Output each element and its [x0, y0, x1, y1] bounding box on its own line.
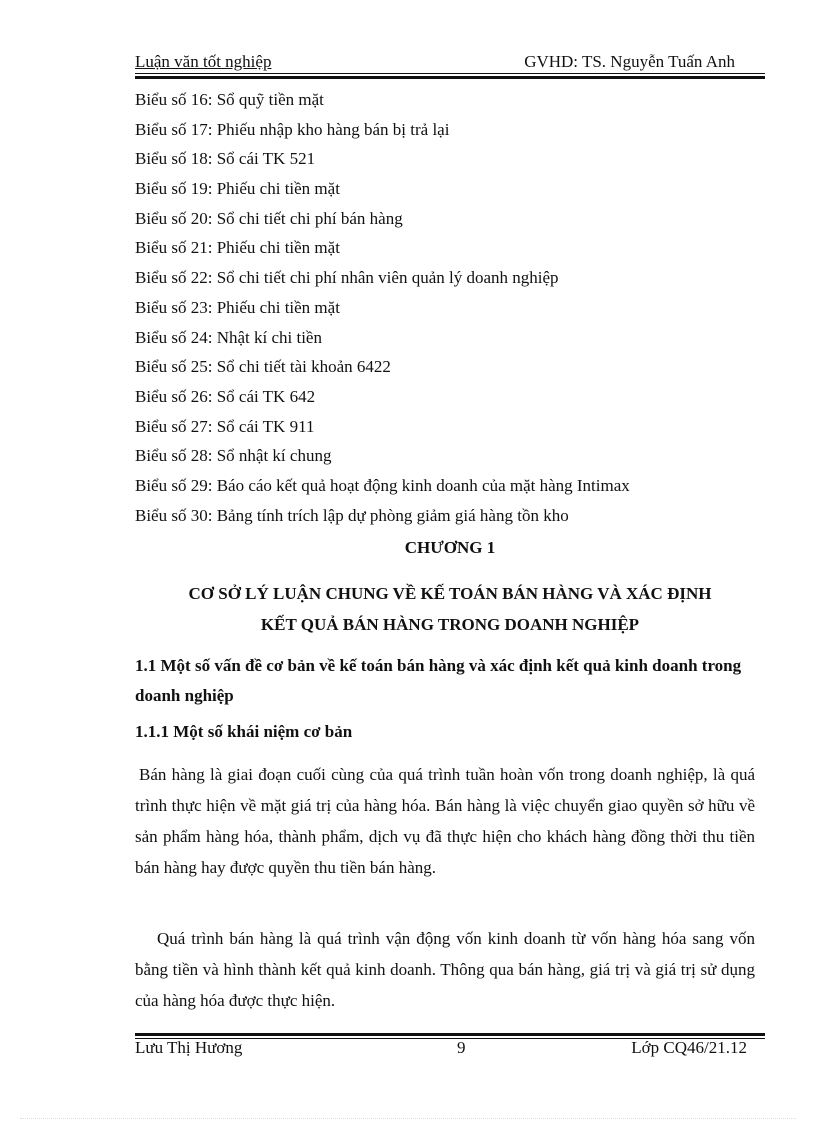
section-heading-1-1-1: 1.1.1 Một số khái niệm cơ bản	[135, 722, 353, 741]
figure-list	[135, 88, 765, 533]
header-advisor: GVHD: TS. Nguyễn Tuấn Anh	[524, 52, 735, 71]
chapter-title-line-2: KẾT QUẢ BÁN HÀNG TRONG DOANH NGHIỆP	[260, 615, 640, 634]
list-item: Biểu số 26: Sổ cái TK 642	[135, 386, 316, 406]
page-number: 9	[457, 1038, 466, 1057]
footer-rule-thick	[135, 1033, 765, 1036]
list-item: Biểu số 25: Sổ chi tiết tài khoản 6422	[135, 357, 391, 377]
list-item: Biểu số 20: Sổ chi tiết chi phí bán hàng	[135, 208, 403, 228]
body-paragraph-2: Quá trình bán hàng là quá trình vận động vốn kinh doanh từ vốn hàng hóa sang vốn bằng tiền và hình thành kết quả kinh doanh. Thông qua bán hàng, giá trị và giá trị sử dụng của hàng hóa được thực hiện.	[135, 929, 755, 1010]
chapter-title	[135, 578, 765, 640]
page-edge-divider	[20, 1118, 796, 1119]
header-rule-thick	[135, 76, 765, 79]
list-item: Biểu số 24: Nhật kí chi tiền	[135, 327, 322, 347]
chapter-heading: CHƯƠNG 1	[404, 538, 496, 557]
page-header	[135, 52, 765, 74]
list-item: Biểu số 18: Sổ cái TK 521	[135, 149, 316, 169]
list-item: Biểu số 21: Phiếu chi tiền mặt	[135, 238, 340, 258]
header-thesis-label: Luận văn tốt nghiệp	[135, 52, 272, 71]
list-item: Biểu số 28: Sổ nhật kí chung	[135, 446, 332, 466]
list-item: Biểu số 22: Sổ chi tiết chi phí nhân viên quản lý doanh nghiệp	[135, 268, 559, 288]
chapter-title-line-1: CƠ SỞ LÝ LUẬN CHUNG VỀ KẾ TOÁN BÁN HÀNG VÀ XÁC ĐỊNH	[188, 584, 712, 603]
list-item: Biểu số 30: Bảng tính trích lập dự phòng giảm giá hàng tồn kho	[135, 505, 569, 525]
list-item: Biểu số 17: Phiếu nhập kho hàng bán bị trả lại	[135, 119, 450, 139]
footer-author: Lưu Thị Hương	[135, 1038, 243, 1057]
list-item: Biểu số 16: Sổ quỹ tiền mặt	[135, 90, 324, 109]
header-rule-thin	[135, 73, 765, 74]
list-item: Biểu số 27: Sổ cái TK 911	[135, 416, 315, 436]
list-item: Biểu số 23: Phiếu chi tiền mặt	[135, 297, 340, 317]
list-item: Biểu số 29: Báo cáo kết quả hoạt động kinh doanh của mặt hàng Intimax	[135, 475, 630, 495]
list-item: Biểu số 19: Phiếu chi tiền mặt	[135, 179, 340, 199]
body-paragraph-1: Bán hàng là giai đoạn cuối cùng của quá trình tuần hoàn vốn trong doanh nghiệp, là quá trình thực hiện về mặt giá trị của hàng hóa. Bán hàng là việc chuyển giao quyền sở hữu về sản phẩm hàng hóa, thành phẩm, dịch vụ đã thực hiện cho khách hàng đồng thời thu tiền bán hàng hay được quyền thu tiền bán hàng.	[135, 765, 755, 877]
section-heading-1-1: 1.1 Một số vấn đề cơ bản về kế toán bán hàng và xác định kết quả kinh doanh trong doanh nghiệp	[135, 656, 742, 705]
footer-class: Lớp CQ46/21.12	[631, 1038, 747, 1057]
